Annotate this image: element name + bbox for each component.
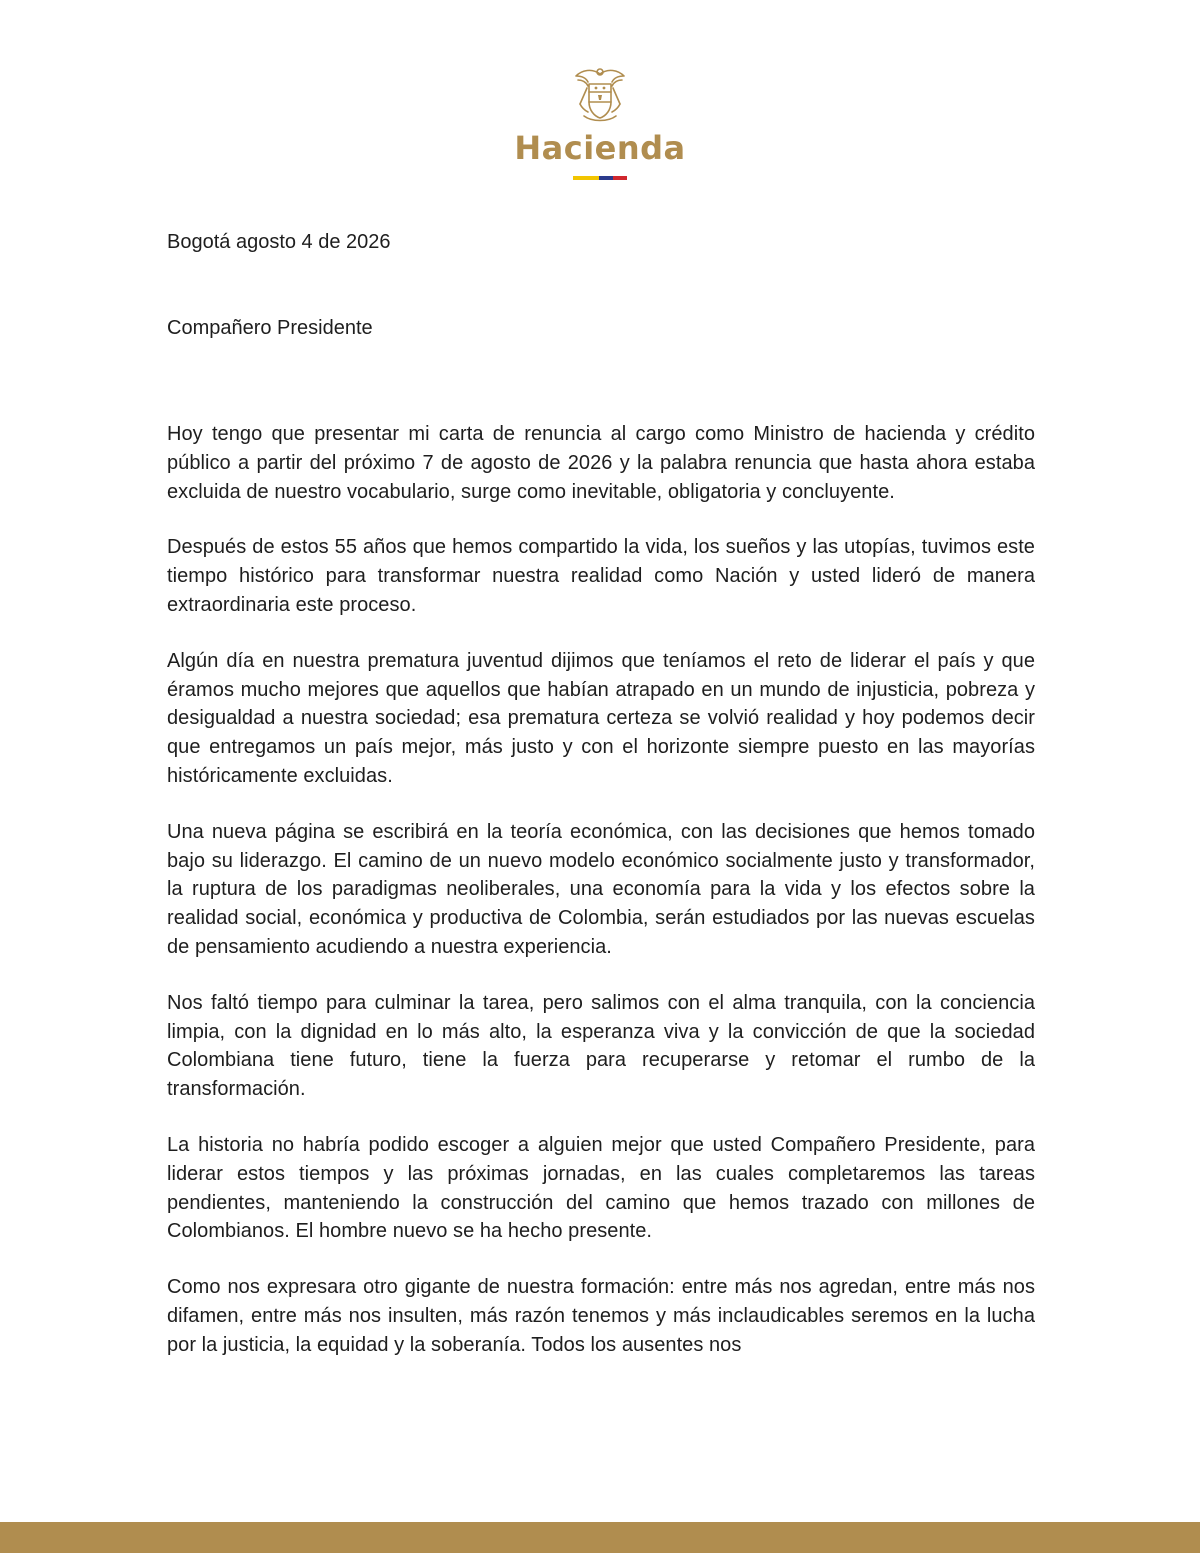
letter-salutation: Compañero Presidente [167,317,373,339]
paragraph: Como nos expresara otro gigante de nuestra formación: entre más nos agredan, entre más nos difamen, entre más nos insulten, más razón tenemos y más inclaudicables seremos en la lucha por la justicia, la equidad y la soberanía. Todos los ausentes nos [167,1276,1035,1356]
letter-body [167,228,1035,1387]
paragraph: Una nueva página se escribirá en la teoría económica, con las decisiones que hemos tomado bajo su liderazgo. El camino de un nuevo modelo económico socialmente justo y transformador, la ruptura de los paradigmas neoliberales, una economía para la vida y los efectos sobre la realidad social, económica y productiva de Colombia, serán estudiados por las nuevas escuelas de pensamiento acudiendo a nuestra experiencia. [167,820,1035,958]
footer-bar [0,1522,1200,1553]
colombia-flag-stripe [573,176,627,180]
paragraph: Hoy tengo que presentar mi carta de renuncia al cargo como Ministro de hacienda y crédito público a partir del próximo 7 de agosto de 2026 y la palabra renuncia que hasta ahora estaba excluida de nuestro vocabulario, surge como inevitable, obligatoria y concluyente. [167,423,1035,503]
flag-yellow-stripe [573,176,599,180]
paragraph: Algún día en nuestra prematura juventud dijimos que teníamos el reto de liderar el país y que éramos mucho mejores que aquellos que habían atrapado en un mundo de injusticia, pobreza y desigualdad a nuestra sociedad; esa prematura certeza se volvió realidad y hoy podemos decir que entregamos un país mejor, más justo y con el horizonte siempre puesto en las mayorías históricamente excluidas. [167,649,1035,787]
brand-wordmark: Hacienda [514,129,686,167]
colombia-coat-of-arms-icon [570,64,630,126]
letter-date: Bogotá agosto 4 de 2026 [167,231,391,253]
paragraph: Nos faltó tiempo para culminar la tarea, pero salimos con el alma tranquila, con la conciencia limpia, con la dignidad en lo más alto, la esperanza viva y la convicción de que la sociedad Colombiana tiene futuro, tiene la fuerza para recuperarse y retomar el rumbo de la transformación. [167,991,1035,1101]
letterhead [0,64,1200,180]
flag-blue-stripe [599,176,613,180]
flag-red-stripe [613,176,627,180]
letter-paragraphs [167,420,1035,1360]
paragraph: Después de estos 55 años que hemos compartido la vida, los sueños y las utopías, tuvimos este tiempo histórico para transformar nuestra realidad como Nación y usted lideró de manera extraordinaria este proceso. [167,536,1035,616]
paragraph: La historia no habría podido escoger a alguien mejor que usted Compañero Presidente, para liderar estos tiempos y las próximas jornadas, en las cuales completaremos las tareas pendientes, manteniendo la construcción del camino que hemos trazado con millones de Colombianos. El hombre nuevo se ha hecho presente. [167,1133,1035,1243]
